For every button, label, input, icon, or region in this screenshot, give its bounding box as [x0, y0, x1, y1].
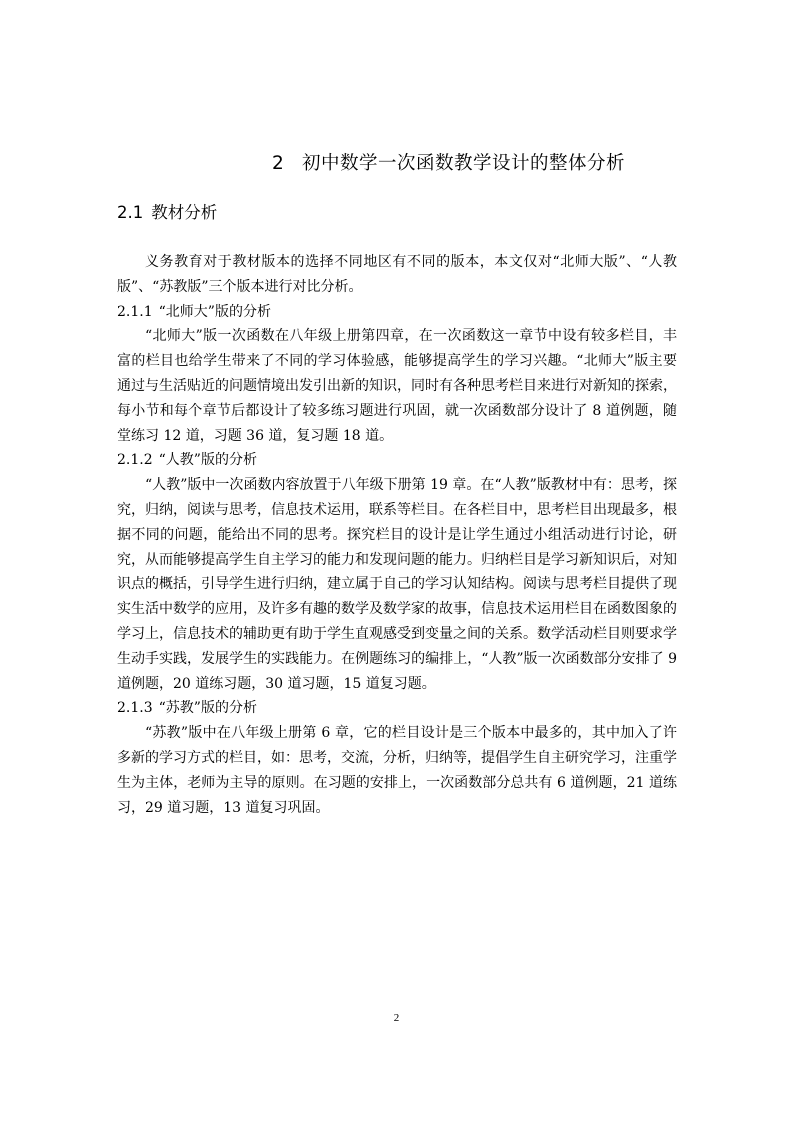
subsection-number: 2.1.2 — [117, 452, 153, 469]
page-number: 2 — [393, 1012, 400, 1024]
subsection-paragraph-bsd: “北师大”版一次函数在八年级上册第四章，在一次函数这一章节中设有较多栏目，丰富的栏目也给学生带来了不同的学习体验感，能够提高学生的学习兴趣。“北师大”版主要通过与生活贴近的问题情境出发引出新的知识，同时有各种思考栏目来进行对新知的探索，每小节和每个章节后都设计了较多练习题进行巩固，就一次函数部分设计了 8 道例题，随堂练习 12 道，习题 36 道，复习题 18 道。 — [117, 328, 677, 444]
chapter-title — [272, 150, 712, 178]
section-number: 2.1 — [117, 203, 144, 222]
subsection-heading-sj — [117, 696, 677, 721]
subsection-title: “苏教”版的分析 — [158, 700, 257, 717]
subsection-heading-rj — [117, 448, 677, 473]
subsection-paragraph-sj: “苏教”版中在八年级上册第 6 章，它的栏目设计是三个版本中最多的，其中加入了许多新的学习方式的栏目，如：思考，交流，分析，归纳等，提倡学生自主研究学习，注重学生为主体，老师为主导的原则。在习题的安排上，一次函数部分总共有 6 道例题，21 道练习，29 道习题，13 道复习巩固。 — [117, 725, 677, 816]
subsection-title: “人教”版的分析 — [158, 452, 257, 469]
subsection-title: “北师大”版的分析 — [158, 303, 271, 320]
subsection-number: 2.1.3 — [117, 700, 153, 717]
chapter-number: 2 — [272, 153, 285, 174]
subsection-heading-bsd — [117, 300, 677, 325]
document-body — [117, 250, 677, 820]
subsection-paragraph-rj: “人教”版中一次函数内容放置于八年级下册第 19 章。在“人教”版教材中有：思考，探究，归纳，阅读与思考，信息技术运用，联系等栏目。在各栏目中，思考栏目出现最多，根据不同的问题，能给出不同的思考。探究栏目的设计是让学生通过小组活动进行讨论，研究，从而能够提高学生自主学习的能力和发现问题的能力。归纳栏目是学习新知识后，对知识点的概括，引导学生进行归纳，建立属于自己的学习认知结构。阅读与思考栏目提供了现实生活中数学的应用，及许多有趣的数学及数学家的故事，信息技术运用栏目在函数图象的学习上，信息技术的辅助更有助于学生直观感受到变量之间的关系。数学活动栏目则要求学生动手实践，发展学生的实践能力。在例题练习的编排上，“人教”版一次函数部分安排了 9 道例题，20 道练习题，30 道习题，15 道复习题。 — [117, 477, 677, 692]
section-title — [117, 200, 217, 226]
intro-paragraph: 义务教育对于教材版本的选择不同地区有不同的版本，本文仅对“北师大版”、“人教版”、“苏教版”三个版本进行对比分析。 — [117, 254, 677, 295]
subsection-number: 2.1.1 — [117, 303, 153, 320]
chapter-title-text: 初中数学一次函数教学设计的整体分析 — [302, 153, 626, 174]
section-title-text: 教材分析 — [151, 203, 218, 222]
